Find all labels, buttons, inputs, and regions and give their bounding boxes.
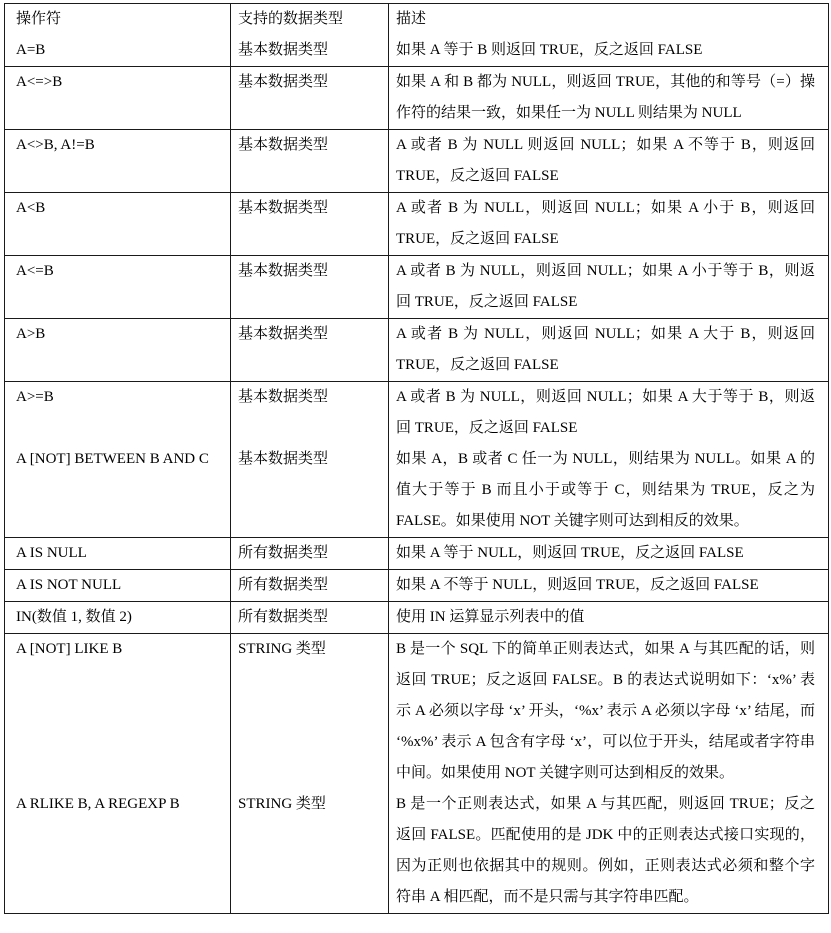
operator-cell: A RLIKE B, A REGEXP B <box>5 789 231 914</box>
operator-cell: A IS NOT NULL <box>5 570 231 602</box>
table-row <box>5 256 829 319</box>
description-cell: 如果 A，B 或者 C 任一为 NULL，则结果为 NULL。如果 A 的值大于等于 B 而且小于或等于 C，则结果为 TRUE，反之为 FALSE。如果使用 NOT 关键字则可达到相反的效果。 <box>396 451 815 529</box>
description-cell: 如果 A 等于 B 则返回 TRUE，反之返回 FALSE <box>396 42 703 58</box>
data-type-cell: 基本数据类型 <box>231 67 389 130</box>
data-type-cell: STRING 类型 <box>231 634 389 790</box>
table-row <box>5 602 829 634</box>
description-cell: 如果 A 不等于 NULL，则返回 TRUE，反之返回 FALSE <box>389 570 829 602</box>
operator-cell: A [NOT] BETWEEN B AND C <box>5 444 231 538</box>
header-description: 描述 <box>396 11 427 27</box>
operator-cell: IN(数值 1, 数值 2) <box>5 602 231 634</box>
operator-cell: A<>B, A!=B <box>5 130 231 193</box>
data-type-cell: 基本数据类型 <box>231 130 389 193</box>
description-cell: A 或者 B 为 NULL，则返回 NULL；如果 A 大于等于 B，则返回 TRUE，反之返回 FALSE <box>389 382 829 445</box>
operator-cell: A IS NULL <box>5 538 231 570</box>
table-row <box>5 319 829 382</box>
operator-cell: A=B <box>5 35 231 67</box>
data-type-cell: 基本数据类型 <box>231 256 389 319</box>
data-type-cell: 所有数据类型 <box>231 538 389 570</box>
table-row <box>5 570 829 602</box>
table-header-row <box>5 4 829 36</box>
description-cell: A 或者 B 为 NULL 则返回 NULL；如果 A 不等于 B，则返回 TRUE，反之返回 FALSE <box>389 130 829 193</box>
data-type-cell: 所有数据类型 <box>231 602 389 634</box>
table-row <box>5 130 829 193</box>
table-row <box>5 634 829 790</box>
table-row <box>5 193 829 256</box>
operator-cell: A<=>B <box>5 67 231 130</box>
description-cell: 如果 A 和 B 都为 NULL，则返回 TRUE，其他的和等号（=）操作符的结果一致，如果任一为 NULL 则结果为 NULL <box>389 67 829 130</box>
description-cell: A 或者 B 为 NULL，则返回 NULL；如果 A 小于 B，则返回 TRUE，反之返回 FALSE <box>389 193 829 256</box>
data-type-cell: 基本数据类型 <box>231 382 389 445</box>
operator-cell: A<B <box>5 193 231 256</box>
description-cell: B 是一个 SQL 下的简单正则表达式，如果 A 与其匹配的话，则返回 TRUE；反之返回 FALSE。B 的表达式说明如下：‘x%’ 表示 A 必须以字母 ‘x’ 开头，‘%x’ 表示 A 必须以字母 ‘x’ 结尾，而 ‘%x%’ 表示 A 包含有字母 ‘x’，可以位于开头，结尾或者字符串中间。如果使用 NOT 关键字则可达到相反的效果。 <box>389 634 829 790</box>
operator-cell: A<=B <box>5 256 231 319</box>
data-type-cell: 基本数据类型 <box>231 35 389 67</box>
operator-cell: A [NOT] LIKE B <box>5 634 231 790</box>
table-row <box>5 382 829 445</box>
header-data-type: 支持的数据类型 <box>231 4 389 36</box>
header-operator: 操作符 <box>5 4 231 36</box>
data-type-cell: 基本数据类型 <box>231 444 389 538</box>
table-row <box>5 67 829 130</box>
description-cell: 如果 A 等于 NULL，则返回 TRUE，反之返回 FALSE <box>389 538 829 570</box>
operators-table-body <box>5 4 829 914</box>
table-row <box>5 444 829 538</box>
description-cell: A 或者 B 为 NULL，则返回 NULL；如果 A 小于等于 B，则返回 TRUE，反之返回 FALSE <box>389 256 829 319</box>
data-type-cell: 所有数据类型 <box>231 570 389 602</box>
description-cell: B 是一个正则表达式，如果 A 与其匹配，则返回 TRUE；反之返回 FALSE。匹配使用的是 JDK 中的正则表达式接口实现的，因为正则也依据其中的规则。例如，正则表达式必须和整个字符串 A 相匹配，而不是只需与其字符串匹配。 <box>396 796 815 905</box>
data-type-cell: 基本数据类型 <box>231 193 389 256</box>
operators-table <box>4 3 829 914</box>
description-cell: 使用 IN 运算显示列表中的值 <box>389 602 829 634</box>
operator-cell: A>B <box>5 319 231 382</box>
operator-cell: A>=B <box>5 382 231 445</box>
description-cell: A 或者 B 为 NULL，则返回 NULL；如果 A 大于 B，则返回 TRUE，反之返回 FALSE <box>389 319 829 382</box>
data-type-cell: 基本数据类型 <box>231 319 389 382</box>
data-type-cell: STRING 类型 <box>231 789 389 914</box>
table-row <box>5 35 829 67</box>
table-row <box>5 789 829 914</box>
table-row <box>5 538 829 570</box>
